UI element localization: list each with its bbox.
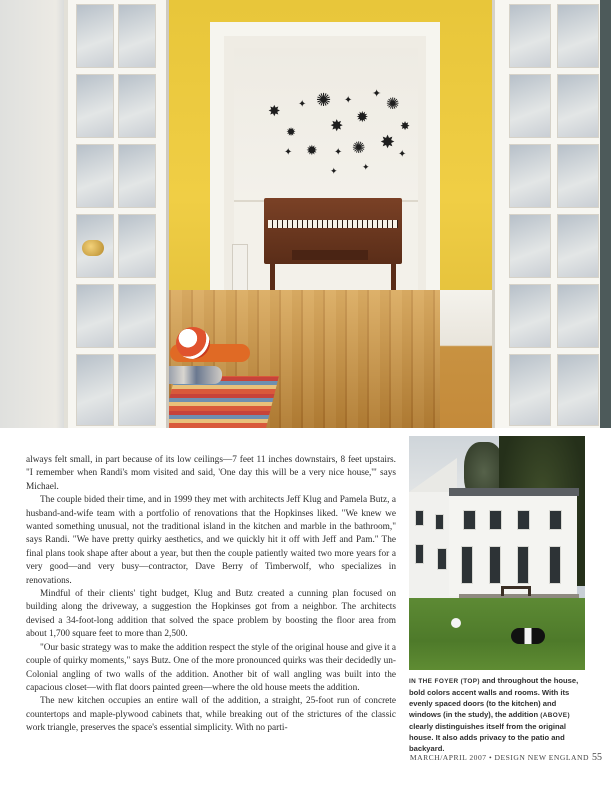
dog xyxy=(511,628,545,644)
article-paragraph: The couple bided their time, and in 1999 they met with architects Jeff Klug and Pamela Butz, a husband-and-wife team with a portfolio of renovations that the Hopkinses liked. "We knew we wanted something unusual, not the traditional island in the kitchen and marble in the bathroom," says Randi. "We have pretty quirky aesthetics, and we quickly hit it off with Jeff and Pam." The final plans took shape after about a year, but then the couple patiently waited two more years for a very good—and very busy—contractor, Dave Berry of Timberwolf, who specializes in renovations. xyxy=(26,495,396,586)
door-pane xyxy=(557,144,599,208)
door-pane xyxy=(118,284,156,348)
door xyxy=(517,546,529,584)
starburst-decal: ✦ xyxy=(362,163,370,173)
door-pane xyxy=(509,144,551,208)
door-pane xyxy=(509,4,551,68)
door xyxy=(489,546,501,584)
french-door-left xyxy=(64,0,169,428)
door-pane xyxy=(509,354,551,426)
article-paragraph: always felt small, in part because of its low ceilings—7 feet 11 inches downstairs, 8 feet upstairs. "I remember when Randi's mom visited and said, 'One day this will be a very nice house,'" says Michael. xyxy=(26,455,396,492)
caption-text: clearly distinguishes itself from the original house. It also adds privacy to the patio and backyard. xyxy=(409,722,566,753)
starburst-decal: ✹ xyxy=(356,108,369,126)
issue-label: MARCH/APRIL 2007 • DESIGN NEW ENGLAND xyxy=(409,753,589,762)
door-pane xyxy=(118,354,156,426)
starburst-decal: ✦ xyxy=(344,95,353,106)
house-addition-photo xyxy=(409,436,585,670)
article-paragraph: "Our basic strategy was to make the addition respect the style of the original house and give it a couple of quirky moments," says Butz. One of the more pronounced quirks was their decidedly un-Colonial angling of two walls of the addition. Another bit of wall angling was built into the capacious closet—with flat doors painted green—where the old house meets the addition. xyxy=(26,642,396,693)
starburst-decal: ✺ xyxy=(352,138,366,157)
door-pane xyxy=(76,284,114,348)
starburst-decal: ✹ xyxy=(306,143,318,159)
door-pane xyxy=(557,74,599,138)
page-footer xyxy=(392,752,602,763)
door-pane xyxy=(557,354,599,426)
lawn xyxy=(409,598,585,670)
door-pane xyxy=(557,284,599,348)
stair-landing xyxy=(440,290,495,428)
door-pane xyxy=(118,4,156,68)
starburst-decal: ✸ xyxy=(380,132,396,153)
door-pane xyxy=(76,4,114,68)
door-pane xyxy=(509,214,551,278)
door-pane xyxy=(557,214,599,278)
door-pane xyxy=(76,354,114,426)
piano-bench xyxy=(292,250,368,260)
brass-door-knob xyxy=(82,240,104,256)
door-pane xyxy=(118,144,156,208)
door-pane xyxy=(509,284,551,348)
door xyxy=(549,546,561,584)
photo-caption xyxy=(409,675,587,754)
starburst-decal: ✺ xyxy=(316,90,332,111)
window xyxy=(517,510,530,530)
picnic-table xyxy=(501,586,531,596)
door-pane xyxy=(76,144,114,208)
ball xyxy=(451,618,461,628)
starburst-decal: ✸ xyxy=(330,116,344,135)
page-number: 55 xyxy=(592,752,602,763)
article-paragraph: Mindful of their clients' tight budget, Klug and Butz created a cunning plan focused on building along the driveway, a suggestion the Hopkinses got from a neighbor. The architects devised a 34-foot-long addition that solved the space problem by boosting the floor area from about 1,700 square feet to more than 2,500. xyxy=(26,589,396,640)
window xyxy=(437,548,447,570)
door-pane xyxy=(118,214,156,278)
starburst-decal: ✸ xyxy=(268,102,281,120)
window xyxy=(435,514,444,530)
caption-ref-top: (TOP) xyxy=(460,678,480,685)
door-pane xyxy=(76,74,114,138)
starburst-decal: ✹ xyxy=(286,125,297,139)
door-pane xyxy=(557,4,599,68)
french-door-right xyxy=(492,0,611,428)
starburst-decal: ✺ xyxy=(386,94,400,113)
starburst-decal: ✦ xyxy=(398,149,407,160)
window xyxy=(463,510,476,530)
door xyxy=(461,546,473,584)
starburst-decal: ✦ xyxy=(372,87,382,100)
piano-keys xyxy=(268,220,398,228)
door-pane xyxy=(509,74,551,138)
starburst-decal: ✦ xyxy=(284,147,293,158)
dark-wall-edge xyxy=(600,0,611,428)
starburst-decal: ✦ xyxy=(298,99,307,110)
starburst-decal: ✦ xyxy=(334,147,343,158)
house-gable xyxy=(409,458,457,492)
starburst-decal: ✦ xyxy=(330,167,338,177)
addition-roof xyxy=(449,488,579,496)
door-pane xyxy=(118,74,156,138)
starburst-decal: ✸ xyxy=(400,119,411,133)
window xyxy=(489,510,502,530)
ball xyxy=(176,327,210,359)
article-body xyxy=(26,454,396,736)
window xyxy=(415,510,424,526)
window xyxy=(549,510,562,530)
caption-lead: IN THE FOYER xyxy=(409,678,459,685)
piano-legs xyxy=(270,264,396,290)
window xyxy=(415,544,424,564)
article-paragraph: The new kitchen occupies an entire wall of the addition, a straight, 25-foot run of concrete countertops and maple-plywood cabinets that, while breaking out of the strictures of the classic work triangle, preserves the space's essential simplicity. With no parti- xyxy=(26,696,396,734)
caption-text: and throughout the house, bold colors accent walls and rooms. With its evenly spaced doors (to the kitchen) and windows (in the study), the addition xyxy=(409,676,579,719)
caption-ref-above: (ABOVE) xyxy=(540,712,570,719)
